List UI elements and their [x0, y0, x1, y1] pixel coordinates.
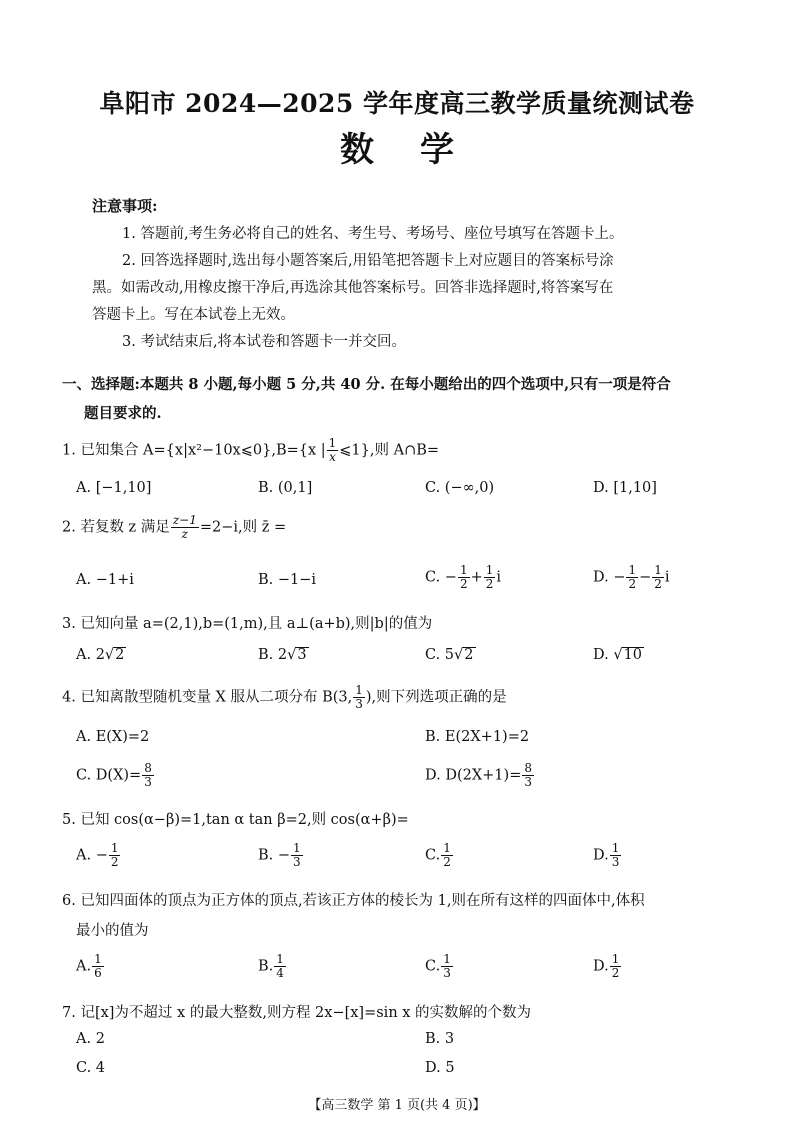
q1-fraction	[327, 437, 339, 464]
q5-a-frac	[109, 842, 121, 869]
q2-text-a: 2. 若复数 z 满足	[62, 519, 170, 536]
frac-den: 4	[276, 966, 284, 980]
q2-option-a: A. −1+i	[76, 572, 134, 588]
question-5-stem: 5. 已知 cos(α−β)=1,tan α tan β=2,则 cos(α+β)=	[62, 812, 409, 828]
frac-num: 1	[485, 563, 494, 577]
q1-option-b: B. (0,1]	[258, 480, 313, 496]
q1-frac-num: 1	[328, 436, 337, 450]
q3-a-prefix: A. 2	[76, 647, 105, 663]
q1-option-c: C. (−∞,0)	[425, 480, 495, 496]
q6-c-prefix: C.	[425, 958, 441, 975]
q7-option-a: A. 2	[76, 1031, 105, 1047]
q4-d-prefix: D. D(2X+1)=	[425, 767, 522, 784]
notice-item-2-line-2: 黑。如需改动,用橡皮擦干净后,再选涂其他答案标号。回答非选择题时,将答案写在	[92, 280, 614, 296]
q2-d-frac-1	[626, 564, 638, 591]
frac-num: 1	[628, 563, 637, 577]
frac-num: 8	[144, 761, 152, 775]
q4-option-d	[425, 762, 535, 789]
frac-num: 1	[355, 683, 363, 697]
question-4-stem	[62, 684, 507, 711]
frac-num: 1	[459, 563, 468, 577]
q3-d-prefix: D.	[593, 647, 614, 663]
q3-b-radicand: 3	[297, 647, 307, 663]
frac-den: 2	[485, 577, 494, 591]
frac-den: 2	[628, 577, 637, 591]
q4-text-b: ),则下列选项正确的是	[365, 689, 507, 706]
q4-c-prefix: C. D(X)=	[76, 767, 142, 784]
q3-option-a: A. 2√2	[76, 647, 125, 663]
q6-a-prefix: A.	[76, 958, 92, 975]
section-heading-line-1: 一、选择题:本题共 8 小题,每小题 5 分,共 40 分. 在每小题给出的四个选项中,只有一项是符合	[62, 376, 671, 393]
notice-item-2-line-1: 2. 回答选择题时,选出每小题答案后,用铅笔把答题卡上对应题目的答案标号涂	[122, 253, 614, 269]
q6-option-b	[258, 953, 287, 980]
frac-den: 2	[459, 577, 468, 591]
section-heading-line-2: 题目要求的.	[84, 405, 162, 422]
q2-c-frac-1	[458, 564, 470, 591]
q4-d-frac	[522, 762, 534, 789]
q5-option-b	[258, 842, 304, 869]
q2-text-b: =2−i,则 z̄ =	[199, 519, 287, 536]
q5-c-prefix: C.	[425, 847, 441, 864]
frac-num: 1	[611, 952, 620, 966]
q5-d-prefix: D.	[593, 847, 609, 864]
exam-title: 阜阳市 2024—2025 学年度高三教学质量统测试卷	[99, 89, 695, 118]
q2-c-op: +	[470, 569, 483, 586]
q2-d-prefix: D. −	[593, 569, 626, 586]
q3-c-radicand: 2	[464, 647, 474, 663]
q6-b-prefix: B.	[258, 958, 274, 975]
q4-fraction	[353, 684, 365, 711]
q6-c-frac	[441, 953, 453, 980]
q2-d-op: −	[639, 569, 652, 586]
q1-option-a: A. [−1,10]	[76, 480, 152, 496]
q2-option-b: B. −1−i	[258, 572, 317, 588]
q5-option-a	[76, 842, 121, 869]
q4-option-a: A. E(X)=2	[76, 729, 150, 745]
q4-text-a: 4. 已知离散型随机变量 X 服从二项分布 B(3,	[62, 689, 353, 706]
frac-num: 1	[110, 841, 119, 855]
frac-den: 3	[611, 855, 620, 869]
q3-a-radicand: 2	[115, 647, 125, 663]
q5-c-frac	[441, 842, 453, 869]
frac-den: 3	[355, 697, 363, 711]
q2-c-frac-2	[484, 564, 496, 591]
subject-title: 数学	[340, 130, 500, 170]
question-6-stem-line-2: 最小的值为	[76, 923, 149, 939]
frac-num: 1	[443, 952, 451, 966]
frac-den: 2	[443, 855, 451, 869]
frac-den: 6	[94, 966, 102, 980]
q1-option-d: D. [1,10]	[593, 480, 657, 496]
q2-d-frac-2	[652, 564, 664, 591]
q3-option-c: C. 5√2	[425, 647, 474, 663]
frac-den: 3	[144, 775, 152, 789]
q2-option-d	[593, 564, 670, 591]
q7-option-c: C. 4	[76, 1060, 106, 1076]
q1-frac-den: x	[329, 450, 336, 464]
q7-option-b: B. 3	[425, 1031, 455, 1047]
q6-option-d	[593, 953, 622, 980]
q5-d-frac	[610, 842, 622, 869]
q1-text-b: ⩽1},则 A∩B=	[339, 442, 440, 459]
q3-option-b: B. 2√3	[258, 647, 307, 663]
q4-c-frac	[142, 762, 154, 789]
q7-option-d: D. 5	[425, 1060, 455, 1076]
q2-d-suffix: i	[664, 569, 670, 586]
frac-den: 3	[443, 966, 451, 980]
question-1-stem	[62, 437, 439, 464]
q2-frac-den: z	[181, 527, 188, 541]
q4-option-b: B. E(2X+1)=2	[425, 729, 530, 745]
question-3-stem: 3. 已知向量 a=(2,1),b=(1,m),且 a⊥(a+b),则|b|的值为	[62, 616, 433, 632]
frac-den: 2	[611, 966, 620, 980]
q6-b-frac	[274, 953, 286, 980]
frac-den: 2	[110, 855, 119, 869]
frac-num: 1	[654, 563, 662, 577]
frac-den: 3	[293, 855, 301, 869]
frac-num: 8	[524, 761, 532, 775]
frac-den: 2	[654, 577, 662, 591]
q2-option-c	[425, 564, 501, 591]
frac-num: 1	[611, 841, 620, 855]
q2-frac-num: z−1	[172, 513, 197, 527]
q5-option-d	[593, 842, 622, 869]
frac-num: 1	[293, 841, 301, 855]
page-footer: 【高三数学 第 1 页(共 4 页)】	[308, 1098, 486, 1113]
q2-fraction	[171, 514, 199, 541]
q5-b-frac	[291, 842, 303, 869]
q6-option-a	[76, 953, 105, 980]
q3-b-prefix: B. 2	[258, 647, 288, 663]
q6-d-frac	[610, 953, 622, 980]
q6-option-c	[425, 953, 454, 980]
q5-b-prefix: B. −	[258, 847, 291, 864]
question-6-stem-line-1: 6. 已知四面体的顶点为正方体的顶点,若该正方体的棱长为 1,则在所有这样的四面体中,体积	[62, 893, 645, 909]
frac-num: 1	[443, 841, 451, 855]
q4-option-c	[76, 762, 155, 789]
frac-den: 3	[524, 775, 532, 789]
notice-heading: 注意事项:	[92, 197, 158, 215]
q6-d-prefix: D.	[593, 958, 609, 975]
q5-a-prefix: A. −	[76, 847, 108, 864]
question-2-stem	[62, 514, 286, 541]
question-7-stem: 7. 记[x]为不超过 x 的最大整数,则方程 2x−[x]=sin x 的实数解的个数为	[62, 1005, 532, 1021]
frac-num: 1	[94, 952, 102, 966]
q6-a-frac	[92, 953, 104, 980]
notice-item-1: 1. 答题前,考生务必将自己的姓名、考生号、考场号、座位号填写在答题卡上。	[122, 226, 624, 242]
frac-num: 1	[276, 952, 284, 966]
notice-item-3: 3. 考试结束后,将本试卷和答题卡一并交回。	[122, 334, 407, 350]
q2-c-suffix: i	[496, 569, 502, 586]
q3-c-prefix: C. 5	[425, 647, 455, 663]
q3-option-d: D. √10	[593, 647, 643, 663]
q2-c-prefix: C. −	[425, 569, 457, 586]
q1-text-a: 1. 已知集合 A={x|x²−10x⩽0},B={x |	[62, 442, 326, 459]
q5-option-c	[425, 842, 454, 869]
notice-item-2-line-3: 答题卡上。写在本试卷上无效。	[92, 307, 295, 323]
q3-d-radicand: 10	[623, 647, 643, 663]
